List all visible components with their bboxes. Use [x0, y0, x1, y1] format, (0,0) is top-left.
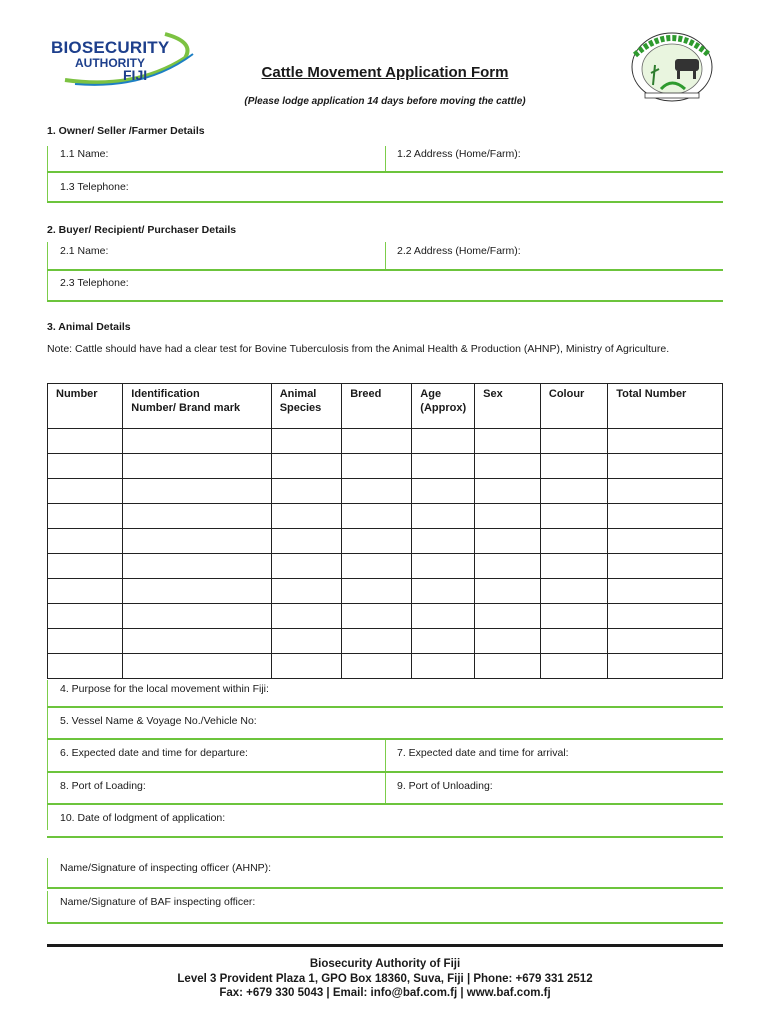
- table-cell[interactable]: [608, 629, 723, 654]
- ahnp-bar: [47, 858, 48, 888]
- table-cell[interactable]: [608, 654, 723, 679]
- table-cell[interactable]: [475, 454, 541, 479]
- owner-telephone-label: 1.3 Telephone:: [60, 181, 129, 193]
- table-cell[interactable]: [475, 629, 541, 654]
- table-cell[interactable]: [475, 479, 541, 504]
- table-cell[interactable]: [271, 504, 342, 529]
- table-cell[interactable]: [540, 479, 607, 504]
- table-cell[interactable]: [540, 604, 607, 629]
- table-cell[interactable]: [412, 429, 475, 454]
- table-cell[interactable]: [475, 654, 541, 679]
- table-cell[interactable]: [48, 529, 123, 554]
- table-cell[interactable]: [123, 504, 271, 529]
- purpose-field[interactable]: [47, 706, 723, 708]
- owner-address-label: 1.2 Address (Home/Farm):: [397, 148, 521, 160]
- table-cell[interactable]: [48, 429, 123, 454]
- table-cell[interactable]: [608, 554, 723, 579]
- table-cell[interactable]: [48, 604, 123, 629]
- table-cell[interactable]: [271, 479, 342, 504]
- table-row: [48, 504, 723, 529]
- column-header-line1: Age: [420, 388, 442, 400]
- column-header-line2: Number/ Brand mark: [131, 402, 241, 414]
- table-row: [48, 629, 723, 654]
- buyer-name-field[interactable]: [47, 269, 723, 271]
- table-cell[interactable]: [475, 554, 541, 579]
- table-cell[interactable]: [48, 454, 123, 479]
- section3-heading: 3. Animal Details: [47, 321, 131, 333]
- table-cell[interactable]: [412, 654, 475, 679]
- table-cell[interactable]: [271, 629, 342, 654]
- baf-logo-line2: AUTHORITY: [75, 56, 145, 70]
- table-cell[interactable]: [123, 479, 271, 504]
- table-row: [48, 554, 723, 579]
- column-header-line1: Number: [56, 388, 98, 400]
- table-cell[interactable]: [475, 504, 541, 529]
- purpose-label: 4. Purpose for the local movement within Fiji:: [60, 683, 269, 695]
- table-cell[interactable]: [475, 529, 541, 554]
- table-cell[interactable]: [271, 654, 342, 679]
- owner-divider: [385, 146, 386, 172]
- column-header: [271, 384, 342, 429]
- baf-officer-field[interactable]: [47, 922, 723, 924]
- column-header: [123, 384, 271, 429]
- table-cell[interactable]: [540, 554, 607, 579]
- arrival-label: 7. Expected date and time for arrival:: [397, 747, 569, 759]
- departure-arrival-field[interactable]: [47, 771, 723, 773]
- table-cell[interactable]: [342, 579, 412, 604]
- owner-name-label: 1.1 Name:: [60, 148, 109, 160]
- table-cell[interactable]: [123, 629, 271, 654]
- owner-name-field[interactable]: [47, 171, 723, 173]
- table-cell[interactable]: [608, 529, 723, 554]
- table-cell[interactable]: [475, 604, 541, 629]
- table-cell[interactable]: [540, 629, 607, 654]
- loading-label: 8. Port of Loading:: [60, 780, 146, 792]
- table-cell[interactable]: [608, 479, 723, 504]
- table-cell[interactable]: [608, 504, 723, 529]
- column-header-line1: Animal: [279, 388, 317, 400]
- footer-org: Biosecurity Authority of Fiji: [309, 958, 461, 970]
- buyer-telephone-field[interactable]: [47, 300, 723, 302]
- table-cell[interactable]: [342, 654, 412, 679]
- table-cell[interactable]: [412, 504, 475, 529]
- table-row: [48, 454, 723, 479]
- table-row: [48, 579, 723, 604]
- table-cell[interactable]: [608, 604, 723, 629]
- table-cell[interactable]: [342, 629, 412, 654]
- animal-table-header: [48, 384, 723, 429]
- vessel-label: 5. Vessel Name & Voyage No./Vehicle No:: [60, 715, 257, 727]
- table-cell[interactable]: [271, 604, 342, 629]
- ports-field[interactable]: [47, 803, 723, 805]
- table-cell[interactable]: [48, 479, 123, 504]
- column-header-line2: Species: [279, 402, 322, 414]
- column-header-line1: Colour: [548, 388, 585, 400]
- table-cell[interactable]: [271, 429, 342, 454]
- table-cell[interactable]: [412, 479, 475, 504]
- table-cell[interactable]: [608, 579, 723, 604]
- table-cell[interactable]: [271, 529, 342, 554]
- table-cell[interactable]: [48, 554, 123, 579]
- table-cell[interactable]: [475, 429, 541, 454]
- baf-logo-line3: FIJI: [123, 67, 148, 83]
- column-header: [608, 384, 723, 429]
- baf-logo-line1: BIOSECURITY: [51, 38, 170, 57]
- departure-label: 6. Expected date and time for departure:: [60, 747, 248, 759]
- table-cell[interactable]: [123, 529, 271, 554]
- table-cell[interactable]: [412, 529, 475, 554]
- table-cell[interactable]: [123, 429, 271, 454]
- baf-bar: [47, 891, 48, 923]
- column-header-line1: Total Number: [616, 388, 687, 400]
- ahnp-officer-label: Name/Signature of inspecting officer (AHNP):: [60, 862, 272, 874]
- buyer-divider: [385, 242, 386, 270]
- column-header: [412, 384, 475, 429]
- table-cell[interactable]: [342, 554, 412, 579]
- owner-telephone-field[interactable]: [47, 201, 723, 203]
- ahnp-officer-field[interactable]: [47, 887, 723, 889]
- baf-officer-label: Name/Signature of BAF inspecting officer:: [60, 896, 256, 908]
- table-cell[interactable]: [608, 429, 723, 454]
- table-cell[interactable]: [540, 454, 607, 479]
- table-cell[interactable]: [342, 429, 412, 454]
- table-cell[interactable]: [540, 654, 607, 679]
- table-cell[interactable]: [412, 554, 475, 579]
- table-cell[interactable]: [342, 504, 412, 529]
- animal-table: [47, 383, 723, 679]
- table-cell[interactable]: [342, 529, 412, 554]
- table-cell[interactable]: [271, 454, 342, 479]
- form-subtitle: (Please lodge application 14 days before moving the cattle): [244, 96, 526, 107]
- buyer-name-label: 2.1 Name:: [60, 245, 109, 257]
- section1-bar: [47, 146, 48, 202]
- column-header: [48, 384, 123, 429]
- column-header-line1: Sex: [483, 388, 503, 400]
- table-cell[interactable]: [48, 504, 123, 529]
- table-cell[interactable]: [540, 504, 607, 529]
- table-row: [48, 604, 723, 629]
- table-row: [48, 529, 723, 554]
- table-row: [48, 479, 723, 504]
- section1-heading: 1. Owner/ Seller /Farmer Details: [47, 125, 205, 137]
- lodgment-field[interactable]: [47, 836, 723, 838]
- footer-rule: [47, 944, 723, 947]
- table-cell[interactable]: [342, 479, 412, 504]
- table-cell[interactable]: [540, 429, 607, 454]
- table-cell[interactable]: [412, 604, 475, 629]
- table-cell[interactable]: [412, 579, 475, 604]
- unloading-label: 9. Port of Unloading:: [397, 780, 493, 792]
- column-header: [342, 384, 412, 429]
- table-cell[interactable]: [48, 629, 123, 654]
- table-cell[interactable]: [123, 554, 271, 579]
- table-cell[interactable]: [123, 454, 271, 479]
- column-header: [540, 384, 607, 429]
- table-cell[interactable]: [540, 529, 607, 554]
- animal-note: Note: Cattle should have had a clear test for Bovine Tuberculosis from the Animal Health & Production (AHNP), Ministry of Agriculture.: [47, 343, 670, 355]
- table-cell[interactable]: [123, 604, 271, 629]
- lodgment-label: 10. Date of lodgment of application:: [60, 812, 226, 824]
- section2-bar: [47, 242, 48, 302]
- table-cell[interactable]: [412, 629, 475, 654]
- table-cell[interactable]: [271, 579, 342, 604]
- table-cell[interactable]: [540, 579, 607, 604]
- table-cell[interactable]: [342, 604, 412, 629]
- table-cell[interactable]: [608, 454, 723, 479]
- buyer-address-label: 2.2 Address (Home/Farm):: [397, 245, 521, 257]
- table-cell[interactable]: [271, 554, 342, 579]
- table-cell[interactable]: [123, 654, 271, 679]
- table-cell[interactable]: [412, 454, 475, 479]
- table-cell[interactable]: [475, 579, 541, 604]
- form-title: Cattle Movement Application Form: [261, 64, 509, 81]
- column-header-line1: Breed: [350, 388, 382, 400]
- footer-contact: Fax: +679 330 5043 | Email: info@baf.com.fj | www.baf.com.fj: [219, 987, 551, 999]
- table-cell[interactable]: [48, 579, 123, 604]
- table-row: [48, 429, 723, 454]
- table-cell[interactable]: [342, 454, 412, 479]
- table-row: [48, 654, 723, 679]
- column-header-line2: (Approx): [420, 402, 467, 414]
- section2-heading: 2. Buyer/ Recipient/ Purchaser Details: [47, 224, 237, 236]
- table-cell[interactable]: [48, 654, 123, 679]
- column-header-line1: Identification: [131, 388, 200, 400]
- footer-address: Level 3 Provident Plaza 1, GPO Box 18360, Suva, Fiji | Phone: +679 331 2512: [177, 973, 593, 985]
- fields-bar: [47, 680, 48, 830]
- table-cell[interactable]: [123, 579, 271, 604]
- buyer-telephone-label: 2.3 Telephone:: [60, 277, 129, 289]
- column-header: [475, 384, 541, 429]
